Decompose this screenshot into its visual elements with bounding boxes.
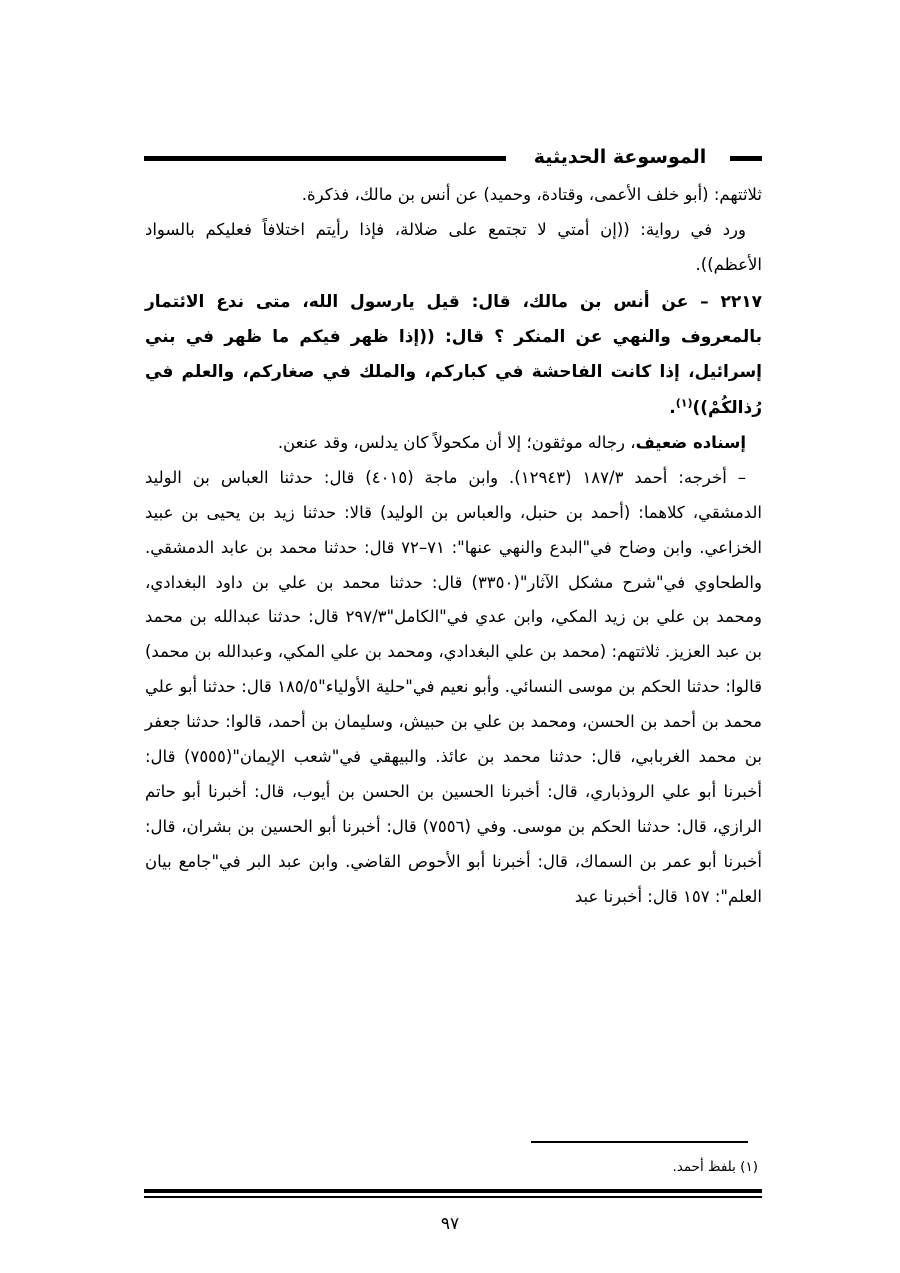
hadith-paragraph (145, 285, 762, 426)
hadith-end: . (669, 397, 676, 418)
paragraph-variant-narration: ورد في رواية: ((إن أمتي لا تجتمع على ضلالة، فإذا رأيتم اختلافاً فعليكم بالسواد الأعظم)). (145, 219, 762, 274)
grading-rest: ، رجاله موثقون؛ إلا أن مكحولاً كان يدلس، وقد عنعن. (277, 432, 636, 452)
footer-rule-thin (144, 1196, 762, 1198)
grading-label: إسناده ضعيف (635, 432, 746, 452)
grading-paragraph (145, 426, 762, 461)
header-rule-right (730, 156, 762, 161)
page-number: ٩٧ (440, 1214, 460, 1234)
hadith-text: ٢٢١٧ – عن أنس بن مالك، قال: قيل يارسول الله، متى ندع الائتمار بالمعروف والنهي عن المنكر ؟ قال: ((إذا ظهر فيكم ما ظهر في بني إسرائيل، إذا كانت الفاحشة في كباركم، والملك في صغاركم، والعلم في رُذالكُمْ)) (145, 291, 762, 418)
header-rule-left (144, 156, 506, 161)
footnote-reference: (١) (675, 395, 693, 409)
body-text (145, 178, 762, 915)
paragraph-narrators: ثلاثتهم: (أبو خلف الأعمى، وقتادة، وحميد) عن أنس بن مالك، فذكرة. (301, 185, 762, 204)
footer-rule-thick (144, 1189, 762, 1193)
header-title: الموسوعة الحديثية (533, 146, 707, 168)
footnote-separator (531, 1141, 748, 1143)
running-header (144, 140, 762, 174)
footnote: (١) بلفظ أحمد. (672, 1159, 758, 1175)
takhrij-paragraph: – أخرجه: أحمد ١٨٧/٣ (١٢٩٤٣). وابن ماجة (٤٠١٥) قال: حدثنا العباس بن الوليد الدمشقي، كلاهما: (أحمد بن حنبل، والعباس بن الوليد) قالا: حدثنا زيد بن يحيى بن عبيد الخزاعي. وابن وضاح في"البدع والنهي عنها": ٧١–٧٢ قال: حدثنا محمد بن عابد الدمشقي. والطحاوي في"شرح مشكل الآثار"(٣٣٥٠) قال: حدثنا محمد بن علي بن داود البغدادي، ومحمد بن علي بن زيد المكي، وابن عدي في"الكامل"٢٩٧/٣ قال: حدثنا عبدالله بن محمد بن عبد العزيز. ثلاثتهم: (محمد بن علي البغدادي، ومحمد بن علي المكي، وعبدالله بن محمد) قالوا: حدثنا الحكم بن موسى النسائي. وأبو نعيم في"حلية الأولياء"١٨٥/٥ قال: حدثنا أبو علي محمد بن أحمد بن الحسن، ومحمد بن علي بن حبيش، وسليمان بن أحمد، قالوا: حدثنا جعفر بن محمد الغربابي، قال: حدثنا محمد بن عائذ. والبيهقي في"شعب الإيمان"(٧٥٥٥) قال: أخبرنا أبو علي الروذباري، قال: أخبرنا الحسين بن الحسن بن أيوب، قال: أخبرنا أبو حاتم الرازي، قال: حدثنا الحكم بن موسى. وفي (٧٥٥٦) قال: أخبرنا أبو الحسين بن بشران، قال: أخبرنا أبو عمر بن السماك، قال: أخبرنا أبو الأحوص القاضي. وابن عبد البر في"جامع بيان العلم": ١٥٧ قال: أخبرنا عبد (145, 467, 762, 906)
